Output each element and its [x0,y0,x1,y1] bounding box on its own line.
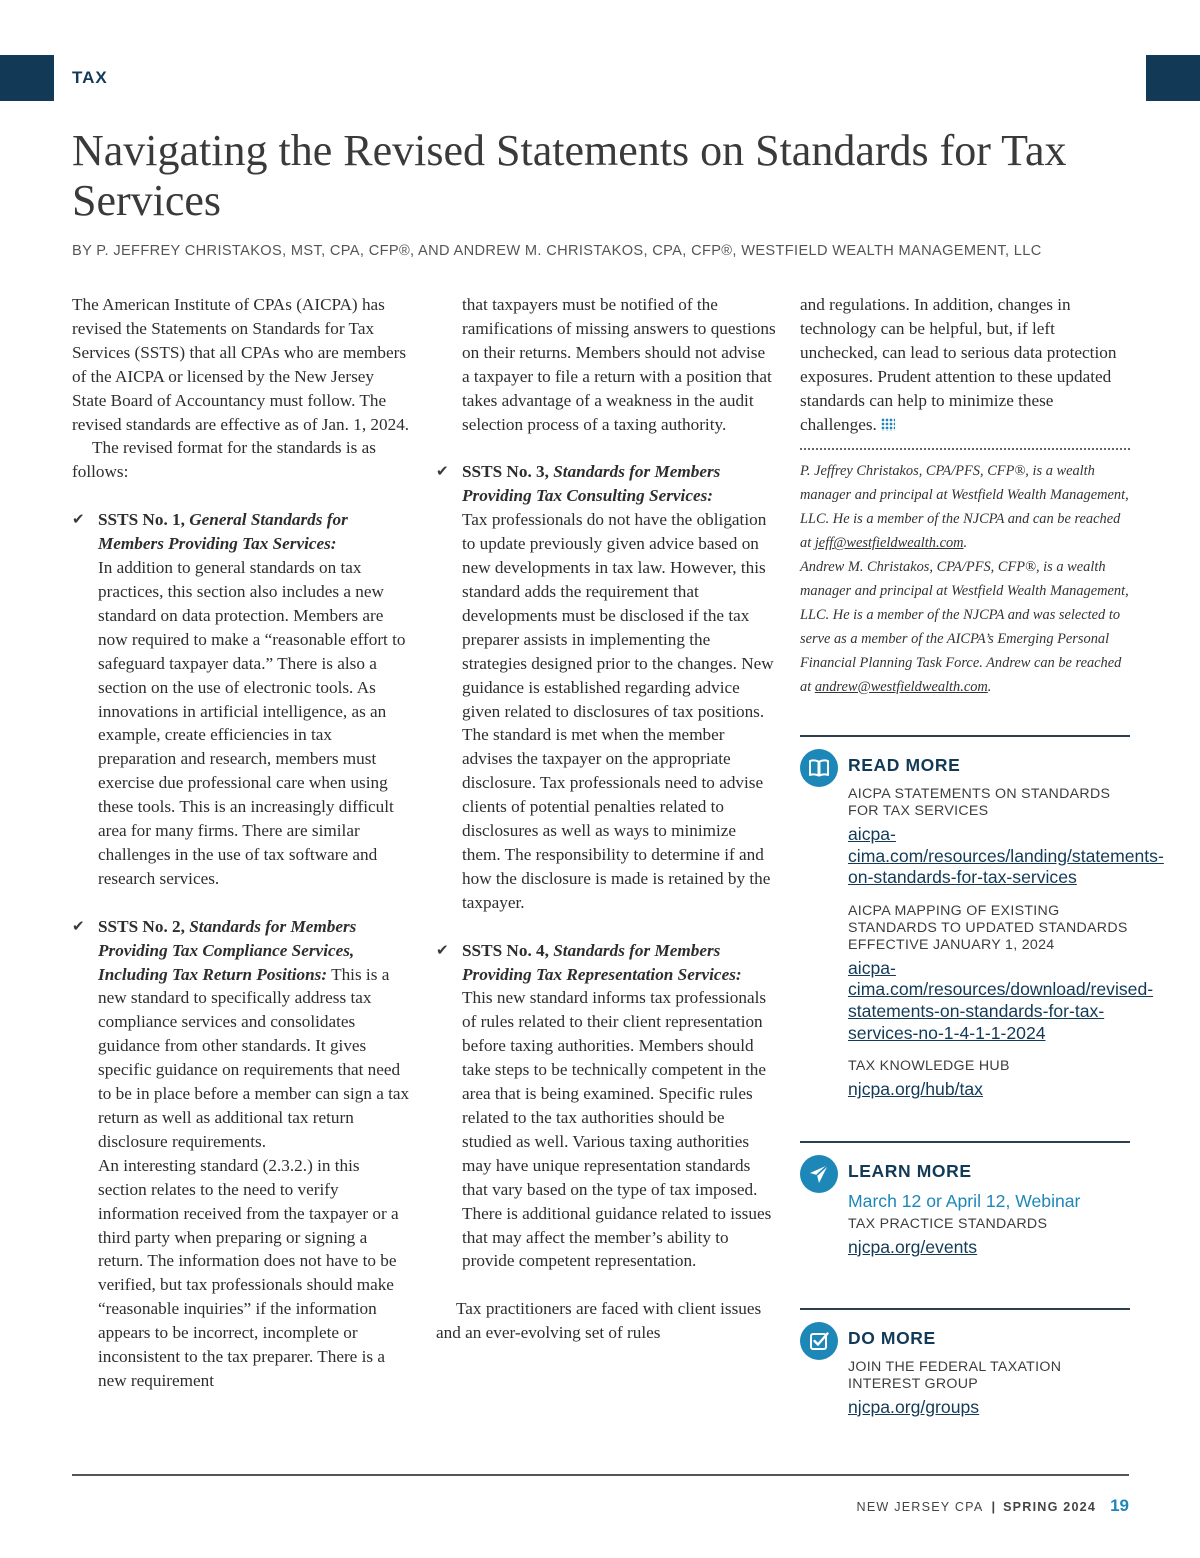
byline: BY P. JEFFREY CHRISTAKOS, MST, CPA, CFP®, AND ANDREW M. CHRISTAKOS, CPA, CFP®, WESTFIELD WEALTH MANAGEMENT, LLC [72,243,1042,259]
checkmark-icon: ✔ [436,462,449,481]
events-link[interactable]: njcpa.org/events [848,1237,978,1257]
ssts-1-item [72,508,412,891]
ssts-2-name: Standards for Members Providing Tax Compliance Services, Including Tax Return Positions: [98,916,357,984]
ssts-1-text: In addition to general standards on tax practices, this section also includes a new standard on data protection. Members are now required to make a “reasonable effort to safeguard taxpayer data.” There is also a section on the use of electronic tools. As innovations in artificial intelligence, as an example, create efficiencies in tax preparation and research, members must exercise due professional care when using these tools. This is an increasingly difficult area for many firms. There are similar challenges in the use of tax software and research services. [98,558,406,888]
closing-paragraph-end: and regulations. In addition, changes in technology can be helpful, but, if left unchecked, can lead to serious data protection exposures. Prudent attention to these updated standards can help to minimize these challenges. [800,295,1117,434]
ssts-4-label: SSTS No. 4, [462,940,549,960]
book-icon [800,749,838,787]
resource-link-2[interactable]: aicpa-cima.com/resources/download/revised-statements-on-standards-for-tax-services-no-1-4-1-1-2024 [848,957,1154,1043]
interest-group-caption: JOIN THE FEDERAL TAXATION INTEREST GROUP [848,1359,1062,1392]
webinar-topic: TAX PRACTICE STANDARDS [848,1216,1048,1232]
format-intro: The revised format for the standards is as follows: [72,438,376,482]
bio-andrew: Andrew M. Christakos, CPA/PFS, CFP®, is a wealth manager and principal at Westfield Wealth Management, LLC. He is a member of the NJCPA and was selected to serve as a member of the AICPA’s Emerging Personal Financial Planning Task Force. Andrew can be reached at [800,559,1129,695]
ssts-3-text: Tax professionals do not have the obligation to update previously given advice based on new developments in tax law. However, this standard adds the requirement that developments must be disclosed if the tax preparer assists in implementing the strategies designed prior to the changes. New guidance is established regarding advice given related to disclosures of tax positions. The standard is met when the member advises the taxpayer on the appropriate disclosure. Tax professionals need to advise clients of potential penalties related to disclosures as well as ways to minimize them. The responsibility to determine if and how the disclosure is made is retained by the taxpayer. [462,510,774,912]
intro-paragraph: The American Institute of CPAs (AICPA) has revised the Statements on Standards for Tax Services (SSTS) that all CPAs who are members of the AICPA or licensed by the New Jersey State Board of Accountancy must follow. The revised standards are effective as of Jan. 1, 2024. [72,295,410,434]
ssts-1-label: SSTS No. 1, [98,510,185,530]
resource-caption-2: AICPA MAPPING OF EXISTING STANDARDS TO UPDATED STANDARDS EFFECTIVE JANUARY 1, 2024 [848,902,1128,953]
bio-jeff: P. Jeffrey Christakos, CPA/PFS, CFP®, is a wealth manager and principal at Westfield Wealth Management, LLC. He is a member of the NJCPA and can be reached at [800,463,1129,552]
ssts-1-name: General Standards for Members Providing Tax Services: [98,510,348,554]
ssts-2-label: SSTS No. 2, [98,916,185,936]
email-link-jeff[interactable]: jeff@westfieldwealth.com [814,535,964,552]
section-label: TAX [72,68,108,87]
do-more-heading: DO MORE [848,1328,936,1348]
groups-link[interactable]: njcpa.org/groups [848,1397,980,1417]
ssts-4-text: This new standard informs tax professionals of rules related to their client representation before taxing authorities. Members should take steps to be technically competent in the area that is being examined. Specific rules related to the tax authorities should be studied as well. Various taxing authorities may have unique representation standards that vary based on the type of tax imposed. There is additional guidance related to issues that may affect the member’s ability to provide competent representation. [462,988,772,1271]
learn-more-box [800,1141,1130,1259]
ssts-2-text-c: that taxpayers must be notified of the ramifications of missing answers to questions on their returns. Members should not advise a taxpayer to file a return with a position that takes advantage of a weakness in the audit selection process of a taxing authority. [462,295,776,434]
ssts-3-name: Standards for Members Providing Tax Consulting Services: [462,462,721,506]
resource-link-3[interactable]: njcpa.org/hub/tax [848,1079,983,1100]
do-more-box [800,1308,1130,1419]
resource-caption-1: AICPA STATEMENTS ON STANDARDS FOR TAX SERVICES [848,786,1111,819]
page-number: 19 [1110,1496,1129,1515]
checkbox-icon [800,1322,838,1360]
page-footer [857,1496,1129,1516]
end-of-article-icon [881,418,895,431]
footer-separator: | [991,1499,996,1514]
column-2 [436,293,776,1345]
learn-more-heading: LEARN MORE [848,1161,972,1181]
ssts-3-label: SSTS No. 3, [462,462,549,482]
ssts-3-item [436,460,776,914]
read-more-box [800,735,1164,1101]
resource-caption-3: TAX KNOWLEDGE HUB [848,1058,1010,1075]
ssts-4-item [436,939,776,1274]
ssts-2-text-b: An interesting standard (2.3.2.) in this section relates to the need to verify information received from the taxpayer or a third party when preparing or signing a return. The information does not have to be verified, but tax professionals should make “reasonable inquiries” if the information appears to be incorrect, incomplete or inconsistent to the tax preparer. There is a new requirement [98,1155,399,1390]
author-bio: P. Jeffrey Christakos, CPA/PFS, CFP®, is a wealth manager and principal at Westfield Wealth Management, LLC. He is a member of the NJCPA and can be reached at jeff@westfieldwealth.com. Andrew M. Christakos, CPA/PFS, CFP®, is a wealth manager and principal at Westfield Wealth Management, LLC. He is a member of the NJCPA and was selected to serve as a member of the AICPA’s Emerging Personal Financial Planning Task Force. Andrew can be reached at andrew@westfieldwealth.com. [800,463,1129,695]
issue-name: SPRING 2024 [1003,1500,1097,1514]
email-link-andrew[interactable]: andrew@westfieldwealth.com [814,678,988,695]
publication-name: NEW JERSEY CPA [856,1500,984,1514]
article-title: Navigating the Revised Statements on Standards for Tax Services [72,126,1067,225]
footer-divider [72,1474,1129,1476]
webinar-dates: March 12 or April 12, Webinar [848,1191,1081,1211]
read-more-heading: READ MORE [848,755,961,775]
paper-plane-icon [800,1155,838,1193]
corner-tab-right [1146,55,1200,101]
ssts-2-text-a: This is a new standard to specifically address tax compliance services and consolidates guidance from other standards. It gives specific guidance on requirements that need to be in place before a member can sign a tax return as well as additional tax return disclosure requirements. [98,964,410,1151]
ssts-4-name: Standards for Members Providing Tax Representation Services: [462,940,742,984]
closing-paragraph-start: Tax practitioners are faced with client issues and an ever-evolving set of rules [436,1299,762,1343]
column-3 [800,293,1130,700]
checkmark-icon: ✔ [72,510,85,529]
ssts-2-item [72,915,412,1393]
checkmark-icon: ✔ [436,940,449,959]
dotted-divider [800,448,1130,450]
corner-tab-left [0,55,54,101]
resource-link-1[interactable]: aicpa-cima.com/resources/landing/statements-on-standards-for-tax-services [848,824,1164,888]
checkmark-icon: ✔ [72,916,85,935]
column-1 [72,293,412,1393]
